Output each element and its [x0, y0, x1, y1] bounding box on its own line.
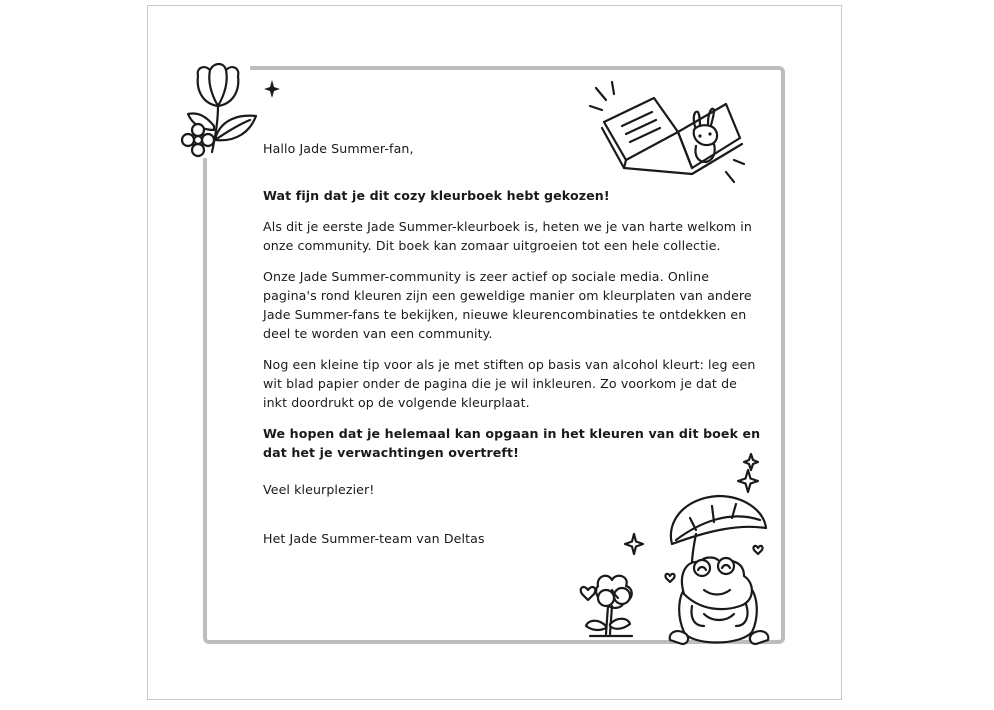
open-book-bunny-icon [586, 78, 746, 188]
tulip-flower-icon [176, 58, 266, 163]
frog-with-leaf-icon [660, 494, 780, 649]
letter-paragraph-3: Nog een kleine tip voor als je met stiften op basis van alcohol kleurt: leg een wit blad papier onder de pagina die je wil inkleuren. Zo voorkom je dat de inkt doordrukt op de volgende kleurplaat. [263, 357, 756, 410]
letter-closing: Veel kleurplezier! [263, 482, 375, 497]
sparkle-icon [264, 80, 280, 98]
small-flower-icon [576, 568, 656, 648]
sparkle-icon [744, 454, 758, 470]
letter-paragraph-4: We hopen dat je helemaal kan opgaan in het kleuren van dit boek en dat het je verwachtingen overtreft! [263, 426, 761, 460]
sparkle-icon [738, 470, 758, 492]
letter-greeting: Hallo Jade Summer-fan, [263, 141, 414, 156]
letter-paragraph-2: Onze Jade Summer-community is zeer actief op sociale media. Online pagina's rond kleuren zijn een geweldige manier om kleurplaten van andere Jade Summer-fans te bekijken, nieuwe kleurencombinaties te ontdekken en deel te worden van een community. [263, 269, 752, 341]
letter-paragraph-1: Als dit je eerste Jade Summer-kleurboek is, heten we je van harte welkom in onze community. Dit boek kan zomaar uitgroeien tot een hele collectie. [263, 219, 752, 253]
letter-intro: Wat fijn dat je dit cozy kleurboek hebt gekozen! [263, 188, 610, 203]
letter-signature: Het Jade Summer-team van Deltas [263, 531, 485, 546]
sparkle-icon [625, 534, 643, 554]
